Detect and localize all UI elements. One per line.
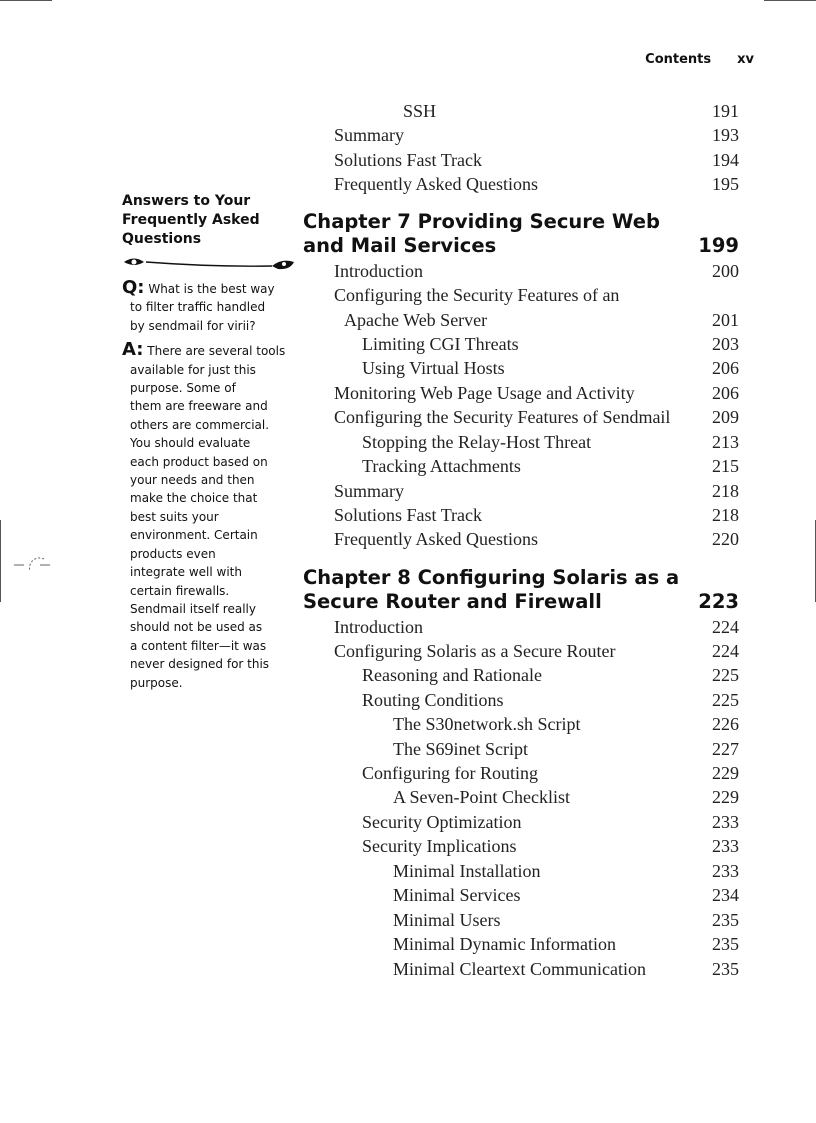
chapter-7-heading-line2: and Mail Services (303, 234, 497, 257)
toc-entry-page: 229 (712, 787, 739, 807)
toc-entry-title: Limiting CGI Threats (362, 334, 519, 354)
toc-entry-page: 224 (712, 617, 739, 637)
toc-entry-page: 235 (712, 934, 739, 954)
crop-mark-top-left (0, 0, 52, 1)
toc-entry-title: A Seven-Point Checklist (393, 787, 570, 807)
toc-entry-page: 235 (712, 910, 739, 930)
toc-entry-title: Tracking Attachments (362, 456, 521, 476)
toc-entry-title: Minimal Dynamic Information (393, 934, 616, 954)
toc-entry-title: Minimal Cleartext Communication (393, 959, 646, 979)
toc-entry-page: 233 (712, 861, 739, 881)
toc-entry-page: 225 (712, 690, 739, 710)
toc-entry-title: Frequently Asked Questions (334, 529, 538, 549)
toc-entry-page: 224 (712, 641, 739, 661)
sidebar-title: Answers to Your Frequently Asked Questions (122, 193, 260, 247)
toc-entry-page: 220 (712, 529, 739, 549)
chapter-8-page: 223 (698, 590, 739, 613)
faq-question: Q: What is the best way to filter traffic handled by sendmail for virii? (122, 277, 275, 333)
toc-entry-page: 235 (712, 959, 739, 979)
eye-rule-icon (122, 253, 296, 273)
toc-entry-page: 225 (712, 665, 739, 685)
toc-entry-page: 229 (712, 763, 739, 783)
toc-entry-title: Introduction (334, 261, 423, 281)
toc-entry-page: 201 (712, 310, 739, 330)
toc-entry-page: 195 (712, 174, 739, 194)
toc-entry-title: Summary (334, 481, 404, 501)
chapter-7-page: 199 (698, 234, 739, 257)
toc-entry-title: Solutions Fast Track (334, 150, 483, 170)
toc-entry-title: Configuring Solaris as a Secure Router (334, 641, 616, 661)
toc-entry-page: 213 (712, 432, 739, 452)
header-page-number: xv (737, 52, 754, 67)
crop-mark-top-right (764, 0, 816, 1)
toc-entry-page: 200 (712, 261, 739, 281)
toc-entry-page: 218 (712, 481, 739, 501)
chapter-8-heading: Chapter 8 Configuring Solaris as a (303, 566, 680, 589)
toc-entry-page: 233 (712, 812, 739, 832)
toc-entry-page: 194 (712, 150, 739, 170)
toc-entry-page: 215 (712, 456, 739, 476)
toc-entry-title: Configuring the Security Features of Sendmail (334, 407, 671, 427)
toc-entry-page: 206 (712, 358, 739, 378)
toc-entry-title: SSH (403, 101, 437, 121)
toc-entry-title: The S30network.sh Script (393, 714, 581, 734)
toc-entry-title: Minimal Users (393, 910, 501, 930)
toc-entry-page: 233 (712, 836, 739, 856)
toc-entry-page: 193 (712, 125, 739, 145)
toc-entry-title: Security Optimization (362, 812, 522, 832)
answer-marker: A: (122, 339, 144, 361)
toc-entry-page: 234 (712, 885, 739, 905)
toc-entry-title: Using Virtual Hosts (362, 358, 505, 378)
header-section: Contents (645, 52, 712, 67)
chapter-8-heading-line2: Secure Router and Firewall (303, 590, 602, 613)
toc-entry-title: Security Implications (362, 836, 517, 856)
question-marker: Q: (122, 277, 145, 298)
faq-answer: A: There are several tools available for just this purpose. Some of them are freeware and others are commercial. You should evaluate each product based on your needs and then make the choice that best suits your environment. Certain products even integrate well with certain firewalls. Sendmail itself really should not be used as a content filter—it was never designed for this purpose. (122, 339, 286, 690)
toc-entry-title: Apache Web Server (344, 310, 488, 330)
toc-entry-title: Routing Conditions (362, 690, 504, 710)
running-header (645, 52, 754, 67)
toc-entry-title: Summary (334, 125, 404, 145)
toc-entry-title: Stopping the Relay-Host Threat (362, 432, 592, 452)
toc-entry-title: Frequently Asked Questions (334, 174, 538, 194)
toc-entry-title: Monitoring Web Page Usage and Activity (334, 383, 635, 403)
registration-mark-icon (14, 553, 50, 577)
toc-entry-page: 209 (712, 407, 739, 427)
toc-entry-title: Configuring for Routing (362, 763, 538, 783)
toc-entry-page: 203 (712, 334, 739, 354)
toc-entry-title: The S69inet Script (393, 739, 528, 759)
faq-sidebar (122, 192, 292, 692)
toc-entry-title: Minimal Installation (393, 861, 541, 881)
toc-entry-title: Configuring the Security Features of an (334, 285, 620, 305)
toc-entry-page: 218 (712, 505, 739, 525)
toc-entry-title: Solutions Fast Track (334, 505, 483, 525)
toc-entry-page: 191 (712, 101, 739, 121)
toc-entry-title: Minimal Services (393, 885, 521, 905)
toc-entry-title: Introduction (334, 617, 423, 637)
toc-entry-title: Reasoning and Rationale (362, 665, 542, 685)
toc-entry-page: 226 (712, 714, 739, 734)
toc-entry-page: 227 (712, 739, 739, 759)
crop-mark-left (0, 520, 1, 602)
toc-entry-page: 206 (712, 383, 739, 403)
chapter-7-heading: Chapter 7 Providing Secure Web (303, 210, 660, 233)
